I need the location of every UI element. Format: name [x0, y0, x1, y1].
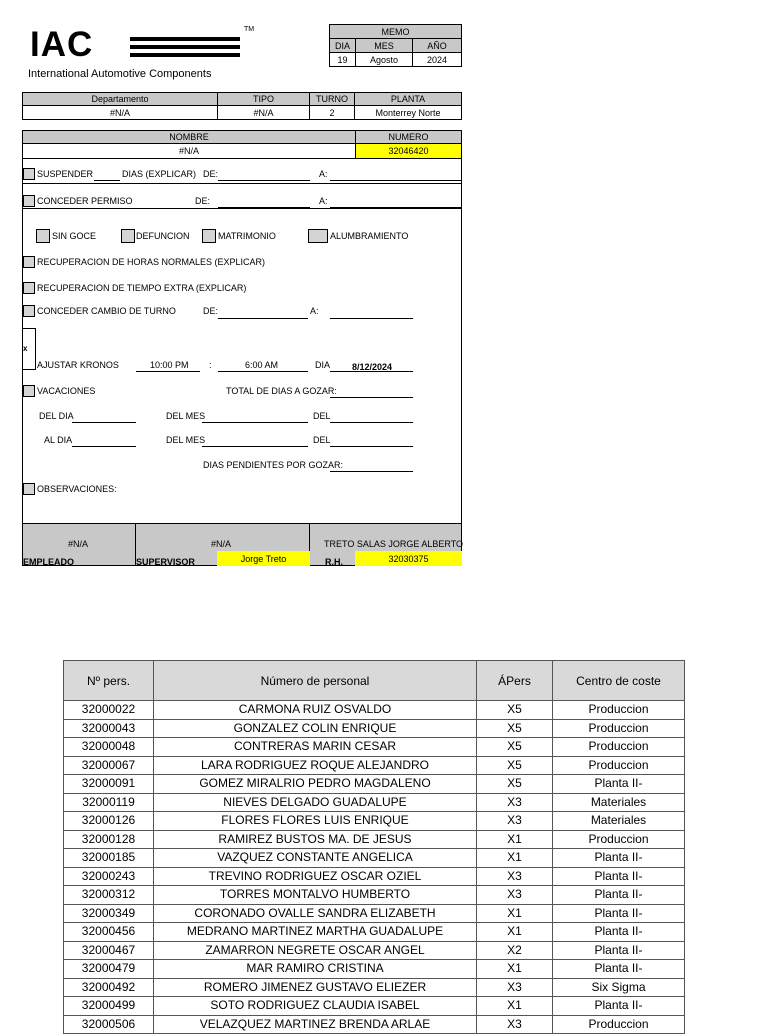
- recup-horas-label: RECUPERACION DE HORAS NORMALES (EXPLICAR): [37, 257, 266, 267]
- rh-label: R.H.: [325, 557, 343, 567]
- row-centro: Planta II-: [553, 997, 685, 1016]
- kronos-colon: :: [209, 360, 212, 370]
- ajustar-kronos-mark: x: [23, 344, 28, 353]
- row-num: 32000349: [64, 904, 154, 923]
- table-row[interactable]: [64, 997, 685, 1016]
- trademark-symbol: TM: [244, 26, 255, 33]
- row-apers: X5: [477, 719, 553, 738]
- al-del-label: DEL: [313, 435, 331, 445]
- row-apers: X1: [477, 960, 553, 979]
- table-row[interactable]: [64, 830, 685, 849]
- observaciones-checkbox[interactable]: [23, 483, 35, 495]
- tipo-header: TIPO: [217, 92, 310, 106]
- table-row[interactable]: [64, 793, 685, 812]
- table-row[interactable]: [64, 738, 685, 757]
- row-apers: X3: [477, 978, 553, 997]
- permiso-de-label: DE:: [195, 196, 211, 206]
- row-centro: Produccion: [553, 738, 685, 757]
- alumbramiento-checkbox[interactable]: [308, 229, 328, 243]
- row-centro: Produccion: [553, 1015, 685, 1034]
- row-num: 32000243: [64, 867, 154, 886]
- row-centro: Planta II-: [553, 867, 685, 886]
- kronos-dia-label: DIA: [315, 360, 331, 370]
- row-name: ZAMARRON NEGRETE OSCAR ANGEL: [154, 941, 477, 960]
- row-name: CONTRERAS MARIN CESAR: [154, 738, 477, 757]
- row-num: 32000126: [64, 812, 154, 831]
- del-field[interactable]: [330, 422, 413, 423]
- row-centro: Planta II-: [553, 941, 685, 960]
- dias-pendientes-field[interactable]: [330, 471, 413, 472]
- row-num: 32000185: [64, 849, 154, 868]
- cambio-a-label: A:: [310, 306, 319, 316]
- kronos-time-from[interactable]: 10:00 PM: [150, 360, 189, 370]
- row-centro: Planta II-: [553, 775, 685, 794]
- suspender-a-field[interactable]: [330, 180, 462, 181]
- permiso-a-field[interactable]: [330, 207, 462, 208]
- col-header-apers[interactable]: ÁPers: [477, 661, 553, 701]
- numero-value: 32046420: [355, 143, 462, 159]
- row-apers: X2: [477, 941, 553, 960]
- row-centro: Produccion: [553, 701, 685, 720]
- del-mes-label: DEL MES: [166, 411, 206, 421]
- employee-table-header: [64, 661, 685, 701]
- suspender-label: SUSPENDER: [37, 169, 94, 179]
- empleado-value: #N/A: [68, 539, 89, 549]
- numero-header: NUMERO: [355, 130, 462, 144]
- row-num: 32000492: [64, 978, 154, 997]
- recup-tiempo-checkbox[interactable]: [23, 282, 35, 294]
- dept-header: Departamento: [22, 92, 218, 106]
- tipo-value: #N/A: [217, 105, 310, 120]
- table-row[interactable]: [64, 719, 685, 738]
- row-centro: Materiales: [553, 812, 685, 831]
- memo-header-mes: MES: [355, 38, 413, 53]
- sin-goce-label: SIN GOCE: [52, 231, 97, 241]
- table-row[interactable]: [64, 867, 685, 886]
- del-mes-field[interactable]: [202, 422, 308, 423]
- row-centro: Produccion: [553, 756, 685, 775]
- table-row[interactable]: [64, 775, 685, 794]
- col-header-num[interactable]: Nº pers.: [64, 661, 154, 701]
- row-apers: X1: [477, 849, 553, 868]
- total-dias-label: TOTAL DE DIAS A GOZAR:: [226, 386, 337, 396]
- row-num: 32000467: [64, 941, 154, 960]
- row-num: 32000312: [64, 886, 154, 905]
- row-num: 32000506: [64, 1015, 154, 1034]
- conceder-permiso-checkbox[interactable]: [23, 195, 35, 207]
- row-apers: X5: [477, 738, 553, 757]
- row-name: TREVINO RODRIGUEZ OSCAR OZIEL: [154, 867, 477, 886]
- row-num: 32000456: [64, 923, 154, 942]
- row-centro: Planta II-: [553, 960, 685, 979]
- row-num: 32000048: [64, 738, 154, 757]
- row-name: CARMONA RUIZ OSVALDO: [154, 701, 477, 720]
- row-centro: Planta II-: [553, 923, 685, 942]
- kronos-time-to[interactable]: 6:00 AM: [245, 360, 279, 370]
- col-header-name[interactable]: Número de personal: [154, 661, 477, 701]
- cambio-turno-label: CONCEDER CAMBIO DE TURNO: [37, 306, 176, 316]
- suspender-de-label: DE:: [203, 169, 219, 179]
- table-row[interactable]: [64, 978, 685, 997]
- sin-goce-checkbox[interactable]: [36, 229, 50, 243]
- row-apers: X3: [477, 793, 553, 812]
- cambio-a-field[interactable]: [330, 318, 413, 319]
- col-header-centro[interactable]: Centro de coste: [553, 661, 685, 701]
- cambio-de-label: DE:: [203, 306, 219, 316]
- suspender-checkbox[interactable]: [23, 168, 35, 180]
- memo-value-ano: 2024: [412, 52, 462, 67]
- row-name: VELAZQUEZ MARTINEZ BRENDA ARLAE: [154, 1015, 477, 1034]
- cambio-turno-checkbox[interactable]: [23, 305, 35, 317]
- row-name: RAMIREZ BUSTOS MA. DE JESUS: [154, 830, 477, 849]
- row-apers: X3: [477, 1015, 553, 1034]
- nombre-value: #N/A: [22, 143, 356, 159]
- row-name: VAZQUEZ CONSTANTE ANGELICA: [154, 849, 477, 868]
- table-row[interactable]: [64, 1015, 685, 1034]
- total-dias-field[interactable]: [330, 397, 413, 398]
- row-apers: X5: [477, 775, 553, 794]
- memo-title: MEMO: [329, 24, 462, 39]
- rh-name: TRETO SALAS JORGE ALBERTO: [324, 539, 464, 549]
- cambio-de-field[interactable]: [218, 318, 308, 319]
- row-name: LARA RODRIGUEZ ROQUE ALEJANDRO: [154, 756, 477, 775]
- company-tagline: International Automotive Components: [28, 68, 212, 80]
- al-del-mes-label: DEL MES: [166, 435, 206, 445]
- table-row[interactable]: [64, 923, 685, 942]
- memo-value-mes: Agosto: [355, 52, 413, 67]
- suspender-de-field[interactable]: [218, 180, 310, 181]
- al-del-mes-field[interactable]: [202, 446, 308, 447]
- row-name: GOMEZ MIRALRIO PEDRO MAGDALENO: [154, 775, 477, 794]
- al-dia-field[interactable]: [72, 446, 136, 447]
- turno-value: 2: [309, 105, 355, 120]
- kronos-dia-line: [330, 371, 413, 372]
- dias-explicar-label: DIAS (EXPLICAR): [122, 169, 197, 179]
- del-dia-label: DEL DIA: [39, 411, 74, 421]
- kronos-time-to-line: [218, 371, 308, 372]
- permiso-a-label: A:: [319, 196, 328, 206]
- row-apers: X3: [477, 867, 553, 886]
- table-row[interactable]: [64, 849, 685, 868]
- row-apers: X1: [477, 830, 553, 849]
- row-apers: X3: [477, 886, 553, 905]
- row-num: 32000067: [64, 756, 154, 775]
- supervisor-value: #N/A: [211, 539, 232, 549]
- permiso-de-field[interactable]: [218, 207, 310, 208]
- row-centro: Six Sigma: [553, 978, 685, 997]
- divider: [22, 183, 462, 184]
- nombre-header: NOMBRE: [22, 130, 356, 144]
- row-num: 32000499: [64, 997, 154, 1016]
- divider: [22, 208, 462, 209]
- row-num: 32000128: [64, 830, 154, 849]
- suspender-a-label: A:: [319, 169, 328, 179]
- dias-pendientes-label: DIAS PENDIENTES POR GOZAR:: [203, 460, 344, 470]
- row-name: TORRES MONTALVO HUMBERTO: [154, 886, 477, 905]
- row-num: 32000479: [64, 960, 154, 979]
- table-row[interactable]: [64, 960, 685, 979]
- ajustar-kronos-label: AJUSTAR KRONOS: [37, 360, 119, 370]
- row-apers: X1: [477, 997, 553, 1016]
- row-centro: Planta II-: [553, 886, 685, 905]
- dept-value: #N/A: [22, 105, 218, 120]
- kronos-time-from-line: [136, 371, 200, 372]
- alumbramiento-label: ALUMBRAMIENTO: [330, 231, 409, 241]
- defuncion-label: DEFUNCION: [136, 231, 190, 241]
- logo-mark: IAC: [30, 25, 94, 64]
- row-num: 32000043: [64, 719, 154, 738]
- row-apers: X5: [477, 701, 553, 720]
- rh-number: 32030375: [355, 551, 462, 566]
- memo-value-dia: 19: [329, 52, 356, 67]
- kronos-dia-value[interactable]: 8/12/2024: [352, 362, 393, 372]
- row-apers: X3: [477, 812, 553, 831]
- recup-horas-checkbox[interactable]: [23, 256, 35, 268]
- table-row[interactable]: [64, 886, 685, 905]
- vacaciones-checkbox[interactable]: [23, 385, 35, 397]
- empleado-label: EMPLEADO: [23, 557, 75, 567]
- row-apers: X1: [477, 923, 553, 942]
- row-name: SOTO RODRIGUEZ CLAUDIA ISABEL: [154, 997, 477, 1016]
- row-name: GONZALEZ COLIN ENRIQUE: [154, 719, 477, 738]
- suspender-days-field[interactable]: [94, 180, 120, 181]
- planta-value: Monterrey Norte: [354, 105, 462, 120]
- table-row[interactable]: [64, 756, 685, 775]
- row-name: NIEVES DELGADO GUADALUPE: [154, 793, 477, 812]
- supervisor-label: SUPERVISOR: [136, 557, 195, 567]
- table-row[interactable]: [64, 812, 685, 831]
- supervisor-name: Jorge Treto: [217, 551, 310, 566]
- recup-tiempo-label: RECUPERACION DE TIEMPO EXTRA (EXPLICAR): [37, 283, 247, 293]
- row-centro: Planta II-: [553, 849, 685, 868]
- row-name: MEDRANO MARTINEZ MARTHA GUADALUPE: [154, 923, 477, 942]
- row-num: 32000091: [64, 775, 154, 794]
- row-name: FLORES FLORES LUIS ENRIQUE: [154, 812, 477, 831]
- al-dia-label: AL DIA: [44, 435, 73, 445]
- row-apers: X1: [477, 904, 553, 923]
- al-del-field[interactable]: [330, 446, 413, 447]
- matrimonio-checkbox[interactable]: [202, 229, 216, 243]
- row-name: ROMERO JIMENEZ GUSTAVO ELIEZER: [154, 978, 477, 997]
- turno-header: TURNO: [309, 92, 355, 106]
- memo-header-ano: AÑO: [412, 38, 462, 53]
- row-apers: X5: [477, 756, 553, 775]
- row-num: 32000022: [64, 701, 154, 720]
- row-centro: Produccion: [553, 830, 685, 849]
- logo-stripes-graphic: [130, 34, 242, 62]
- defuncion-checkbox[interactable]: [121, 229, 135, 243]
- company-logo: [28, 25, 255, 68]
- row-centro: Materiales: [553, 793, 685, 812]
- del-label: DEL: [313, 411, 331, 421]
- conceder-permiso-label: CONCEDER PERMISO: [37, 196, 133, 206]
- employee-table: [63, 660, 685, 1034]
- row-num: 32000119: [64, 793, 154, 812]
- row-centro: Planta II-: [553, 904, 685, 923]
- table-row[interactable]: [64, 941, 685, 960]
- table-row[interactable]: [64, 701, 685, 720]
- row-name: MAR RAMIRO CRISTINA: [154, 960, 477, 979]
- memo-header-dia: DIA: [329, 38, 356, 53]
- vacaciones-label: VACACIONES: [37, 386, 96, 396]
- observaciones-label: OBSERVACIONES:: [37, 484, 117, 494]
- table-row[interactable]: [64, 904, 685, 923]
- planta-header: PLANTA: [354, 92, 462, 106]
- row-centro: Produccion: [553, 719, 685, 738]
- matrimonio-label: MATRIMONIO: [218, 231, 276, 241]
- del-dia-field[interactable]: [72, 422, 136, 423]
- row-name: CORONADO OVALLE SANDRA ELIZABETH: [154, 904, 477, 923]
